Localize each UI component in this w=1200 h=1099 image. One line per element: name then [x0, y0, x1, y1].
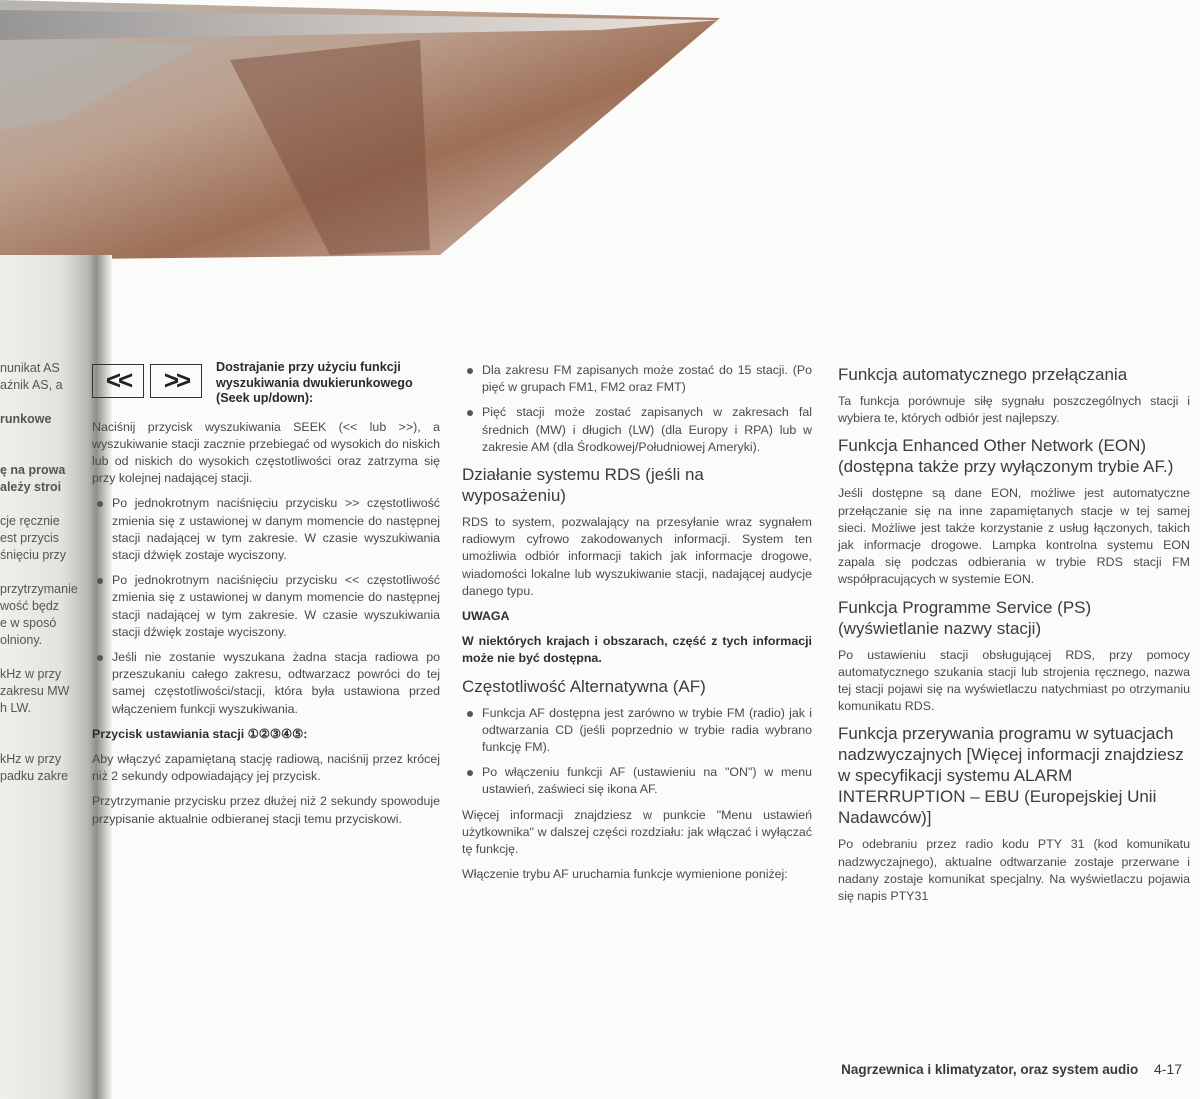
edge-text-line: śnięciu przy [0, 548, 66, 562]
column-2 [462, 362, 812, 891]
rds-heading: Działanie systemu RDS (jeśli na wyposażeniu) [462, 465, 704, 506]
column-3 [838, 360, 1190, 913]
seek-bullet-up: Po jednokrotnym naciśnięciu przycisku >> częstotliwość zmienia się z ustawionej w danym momencie do następnej stacji nadającej w tym zakresie. W czasie wyszukiwania stacji dźwięk zostaje wyciszony. [92, 495, 440, 564]
rds-text: RDS to system, pozwalający na przesyłanie wraz sygnałem radiowym cyfrowo zakodowanych informacji. System ten umożliwia odbiór informacji takich jak informacje drogowe, wiadomości lokalne lub wyszukiwanie stacji, nadającej audycje danego typu. [462, 515, 812, 598]
af-availability-bullet: Funkcja AF dostępna jest zarówno w trybie FM (radio) jak i odtwarzania CD (jeśli poprzednio w trybie radia wybrano funkcję FM). [462, 705, 812, 757]
edge-text-line [0, 428, 80, 445]
eon-text: Jeśli dostępne są dane EON, możliwe jest automatyczne przełączanie się na inne zapamiętanych stacje w tej samej sieci. Możliwe jest także korzystanie z usług łączonych, takich jak informacje drogowe. Lampka kontrolna systemu EON zapala się podczas odbierania w trybie RDS stacji FM współpracujących w systemie EON. [838, 486, 1190, 587]
edge-text-line: wość będz [0, 599, 60, 613]
af-icon-bullet: Po włączeniu funkcji AF (ustawieniu na "ON") w menu ustawień, zaświeci się ikona AF. [462, 764, 812, 798]
edge-text-line: padku zakre [0, 769, 69, 783]
edge-text-line: zakresu MW [0, 684, 70, 698]
preset-text-long: Przytrzymanie przycisku przez dłużej niż 2 sekundy spowoduje przypisanie aktualnie odbieranej stacji temu przyciskowi. [92, 794, 440, 826]
note-label: UWAGA [462, 609, 510, 624]
fm-stations-bullet: Dla zakresu FM zapisanych może zostać do 15 stacji. (Po pięć w grupach FM1, FM2 oraz FMT) [462, 362, 812, 396]
edge-text-line: przytrzymanie [0, 582, 78, 596]
edge-text-line: ę na prowa [0, 463, 66, 477]
edge-text-line: nunikat AS [0, 361, 60, 375]
seek-title: Dostrajanie przy użyciu funkcji wyszukiwania dwukierunkowego (Seek up/down): [216, 360, 413, 405]
edge-text-line: runkowe [0, 412, 52, 426]
seek-bullet-down: Po jednokrotnym naciśnięciu przycisku << częstotliwość zmienia się z ustawionej w danym momencie do następnej stacji nadającej w tym zakresie. W czasie wyszukiwania stacji dźwięk zostaje wyciszony. [92, 572, 440, 641]
edge-text-line [0, 445, 80, 462]
footer-section-title: Nagrzewnica i klimatyzator, oraz system audio [841, 1062, 1139, 1077]
edge-text-line [0, 564, 80, 581]
mw-lw-stations-bullet: Pięć stacji może zostać zapisanych w zakresach fal średnich (MW) i długich (LW) (dla Europy i RPA) lub w zakresie AM (dla Środkowej/Południowej Ameryki). [462, 404, 812, 456]
edge-text-line: kHz w przy [0, 752, 62, 766]
seek-up-icon: >> [150, 364, 202, 398]
af-more-info-text: Więcej informacji znajdziesz w punkcie "Menu ustawień użytkownika" w dalszej części rozdziału: jak włączać i wyłączać tę funkcję. [462, 807, 812, 857]
ps-heading: Funkcja Programme Service (PS) (wyświetlanie nazwy stacji) [838, 597, 1092, 638]
edge-text-line [0, 394, 80, 411]
alarm-text: Po odebraniu przez radio kodu PTY 31 (kod komunikatu nadzwyczajnego), aktualne odtwarzanie zostaje przerwane i nadany zostaje komunikat specjalny. Na wyświetlaczu pojawia się napis PTY31 [838, 837, 1190, 904]
column-1 [92, 360, 440, 836]
edge-text-line: olniony. [0, 633, 43, 647]
edge-text-line: h LW. [0, 701, 32, 715]
preset-heading: Przycisk ustawiania stacji ①②③④⑤: [92, 726, 308, 741]
seek-bullet-none-found: Jeśli nie zostanie wyszukana żadna stacja radiowa po przeszukaniu całego zakresu, odtwarzacz powróci do tej samej częstotliwości/stacji, która była ustawiona przed włączeniem funkcji wyszukiwania. [92, 649, 440, 718]
edge-text-line: aźnik AS, a [0, 378, 63, 392]
seek-section-header [92, 360, 440, 407]
edge-text-line: kHz w przy [0, 667, 62, 681]
edge-text-line [0, 717, 80, 734]
auto-switch-text: Ta funkcja porównuje siłę sygnału poszczególnych stacji i wybiera te, których odbiór jest najlepszy. [838, 394, 1190, 426]
note-text: W niektórych krajach i obszarach, część z tych informacji może nie być dostępna. [462, 634, 812, 666]
seek-down-icon: << [92, 364, 144, 398]
edge-text-line [0, 649, 80, 666]
edge-text-line: e w sposó [0, 616, 57, 630]
af-heading: Częstotliwość Alternatywna (AF) [462, 676, 706, 696]
seek-intro-text: Naciśnij przycisk wyszukiwania SEEK (<< lub >>), a wyszukiwanie stacji zacznie przebiegać od wysokich do niskich lub od niskich do wysokich częstotliwości oraz zatrzyma się przy kolejnej nadającej stacji. [92, 419, 440, 486]
edge-text-line [0, 734, 80, 751]
edge-text-line [0, 496, 80, 513]
edge-text-line: ależy stroi [0, 480, 62, 494]
edge-text-line: est przycis [0, 531, 60, 545]
auto-switch-heading: Funkcja automatycznego przełączania [838, 365, 1128, 384]
preset-text-short: Aby włączyć zapamiętaną stację radiową, naciśnij przez krócej niż 2 sekundy odpowiadający jej przycisk. [92, 751, 440, 784]
alarm-heading: Funkcja przerywania programu w sytuacjach nadzwyczajnych [Więcej informacji znajdziesz w specyfikacji systemu ALARM INTERRUPTION – EBU (Europejskiej Unii Nadawców)] [838, 724, 1184, 828]
page-footer [841, 1061, 1182, 1077]
page-fold-photo [0, 0, 720, 260]
previous-page-edge [0, 360, 80, 785]
eon-heading: Funkcja Enhanced Other Network (EON) (dostępna także przy wyłączonym trybie AF.) [838, 436, 1174, 477]
page-number: 4-17 [1153, 1061, 1182, 1077]
edge-text-line: cje ręcznie [0, 514, 60, 528]
af-functions-text: Włączenie trybu AF uruchamia funkcje wymienione poniżej: [462, 867, 788, 882]
ps-text: Po ustawieniu stacji obsługującej RDS, przy pomocy automatycznego szukania stacji lub strojenia ręcznego, nazwa tej stacji pojawi się na wyświetlaczu natychmiast po otrzymaniu komunikatu RDS. [838, 647, 1190, 714]
